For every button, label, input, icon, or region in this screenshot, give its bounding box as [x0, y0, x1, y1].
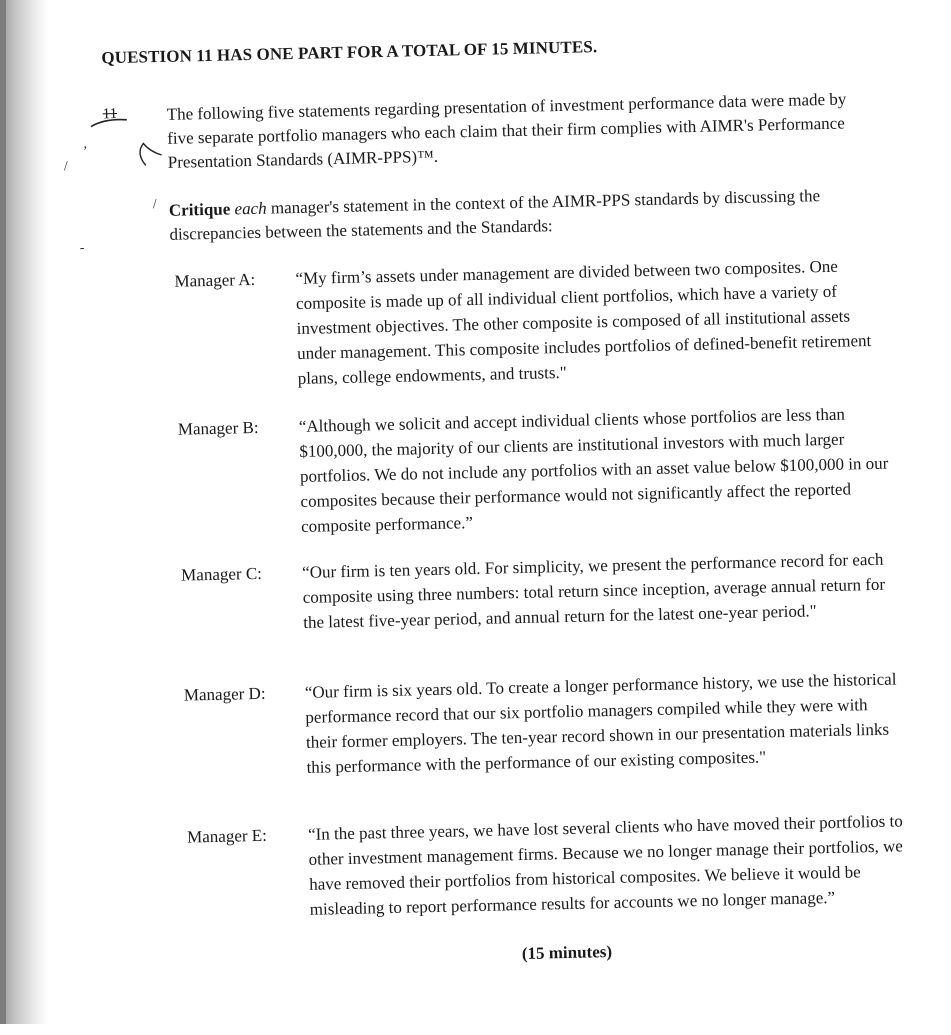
- time-allotment: (15 minutes): [521, 942, 613, 964]
- instruction-text: manager's statement in the context of the AIMR-PPS standards by discussing the discrepancies between the statements and the Standards:: [169, 186, 821, 244]
- manager-quote: “Our firm is six years old. To create a longer performance history, we use the historical performance record that our six portfolio managers compiled while they were with their former employers. The ten-year record shown in our presentation materials links this performance with the performance of our existing composites.": [304, 669, 897, 777]
- tick-mark: /: [152, 197, 157, 213]
- pen-annotation: [86, 103, 168, 185]
- instruction-each: each: [234, 198, 267, 219]
- manager-c-statement: [181, 546, 913, 638]
- question-instruction: [169, 184, 830, 247]
- manager-label: Manager E:: [186, 825, 268, 847]
- manager-label: Manager C:: [180, 563, 263, 585]
- manager-label: Manager B:: [177, 417, 259, 439]
- manager-label: Manager D:: [183, 683, 266, 705]
- manager-quote: “Our firm is ten years old. For simplicity, we present the performance record for each composite using three numbers: total return since inception, average annual return for the latest five-year period, and annual return for the latest one-year period.": [301, 549, 886, 632]
- manager-d-statement: [184, 666, 916, 783]
- tick-mark: -: [79, 240, 85, 256]
- manager-label: Manager A:: [174, 269, 256, 291]
- instruction-verb: Critique: [168, 199, 231, 220]
- manager-e-statement: [187, 808, 919, 925]
- question-intro: The following five statements regarding presentation of investment performance data were made by five separate portfolio managers who each claim that their firm complies with AIMR's Performance Presentation Standards (AIMR-PPS)™.: [166, 89, 847, 172]
- question-heading: QUESTION 11 HAS ONE PART FOR A TOTAL OF 15 MINUTES.: [101, 37, 598, 68]
- manager-quote: “My firm’s assets under management are divided between two composites. One composite is made up of all individual client portfolios, which have a variety of investment objectives. The other composite is composed of all institutional assets under management. This composite includes portfolios of defined-benefit retirement plans, college endowments, and trusts.": [295, 256, 872, 388]
- tick-mark: /: [63, 159, 68, 175]
- manager-b-statement: [178, 400, 911, 542]
- manager-a-statement: [174, 252, 907, 394]
- question-number: 11: [102, 106, 118, 123]
- tick-mark: ,: [83, 136, 88, 152]
- manager-quote: “In the past three years, we have lost several clients who have moved their portfolios to other investment management firms. Because we no longer manage their portfolios, we have removed their portfolios from historical composites. We believe it would be misleading to report performance results for accounts we no longer manage.”: [307, 811, 904, 919]
- manager-quote: “Although we solicit and accept individual clients whose portfolios are less than $100,000, the majority of our clients are institutional investors with much larger portfolios. We do not include any portfolios with an asset value below $100,000 in our composites because their performance would not significantly affect the reported composite performance.”: [298, 404, 889, 536]
